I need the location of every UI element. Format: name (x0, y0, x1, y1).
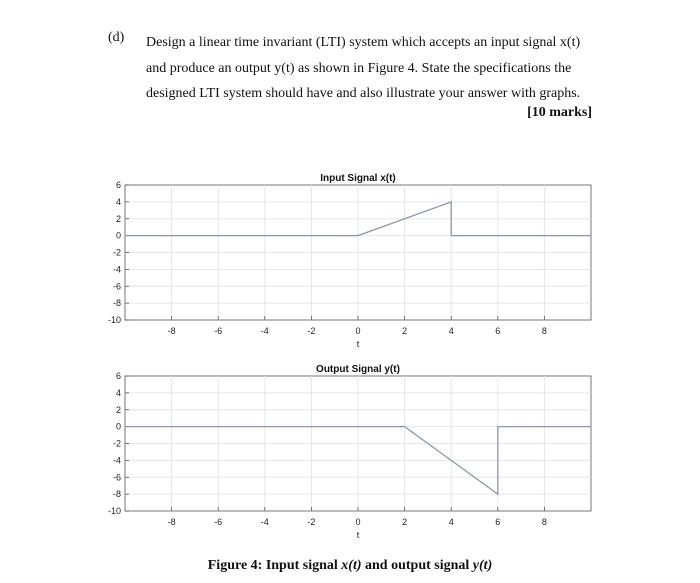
plot-1-tick-label-x: 6 (495, 326, 501, 336)
plot-2-tick-label-x: -2 (307, 517, 316, 527)
plot-1-tick-label-x: -2 (307, 326, 316, 336)
caption-prefix: Figure 4: Input signal (207, 558, 342, 573)
plot-1-xlabel: t (356, 339, 360, 349)
plot-2-tick-label-y: -8 (112, 489, 121, 500)
plot-1-tick-label-y: 0 (115, 230, 121, 241)
plot-1-tick-label-y: -10 (107, 315, 121, 325)
plot-2-tick-label-y: -4 (112, 455, 121, 466)
question-label: (d) (108, 30, 125, 45)
plot-2-tick-label-x: 0 (355, 517, 361, 527)
plot-1-tick-label-x: 4 (448, 326, 454, 336)
plot-2-tick-label-x: 8 (541, 517, 547, 527)
question-line-2: and produce an output y(t) as shown in Figure 4. State the specifications the (146, 60, 572, 76)
plot-1-title: Input Signal x(t) (320, 173, 396, 184)
plot-1-tick-label-x: -4 (260, 326, 269, 336)
plot-2-tick-label-x: -6 (214, 517, 223, 527)
plot-1-tick-label-y: 4 (115, 196, 121, 207)
plot-1-tick-label-y: -2 (112, 247, 121, 258)
plot-2-tick-label-y: 6 (115, 371, 121, 381)
question-line-3: designed LTI system should have and also illustrate your answer with graphs. (146, 86, 581, 101)
question-line-1: Design a linear time invariant (LTI) system which accepts an input signal x(t) (146, 35, 581, 50)
plot-2-tick-label-x: 2 (402, 517, 408, 527)
plot-1-tick-label-y: 2 (115, 213, 121, 224)
plot-1-tick-label-y: -6 (112, 281, 121, 292)
plot-2-tick-label-y: -6 (112, 472, 121, 483)
plot-2-tick-label-y: 0 (115, 421, 121, 432)
plot-2-tick-label-x: -4 (260, 517, 269, 527)
plot-1-tick-label-y: -4 (112, 264, 121, 275)
plot-2-tick-label-x: -8 (167, 517, 176, 527)
plot-2-tick-label-y: -2 (112, 438, 121, 449)
plot-1-tick-label-y: -8 (112, 298, 121, 309)
plot-2-xlabel: t (356, 530, 360, 540)
plot-1-tick-label-x: 2 (402, 326, 408, 336)
marks-label: [10 marks] (527, 105, 592, 120)
plot-2-tick-label-x: 4 (448, 517, 454, 527)
figure-caption (0, 558, 700, 574)
plot-1-tick-label-x: -8 (167, 326, 176, 336)
plot-2-tick-label-y: -10 (107, 506, 121, 516)
caption-y: y(t) (472, 558, 493, 573)
plot-2-tick-label-y: 2 (115, 404, 121, 415)
plot-2-tick-label-x: 6 (495, 517, 501, 527)
caption-middle: and output signal (361, 558, 473, 573)
plot-1-tick-label-x: 8 (541, 326, 547, 336)
plot-1-tick-label-y: 6 (115, 180, 121, 190)
caption-x: x(t) (341, 558, 362, 573)
plot-1-tick-label-x: -6 (214, 326, 223, 336)
plot-2-tick-label-y: 4 (115, 387, 121, 398)
plot-1-tick-label-x: 0 (355, 326, 361, 336)
plot-2-title: Output Signal y(t) (316, 364, 400, 375)
